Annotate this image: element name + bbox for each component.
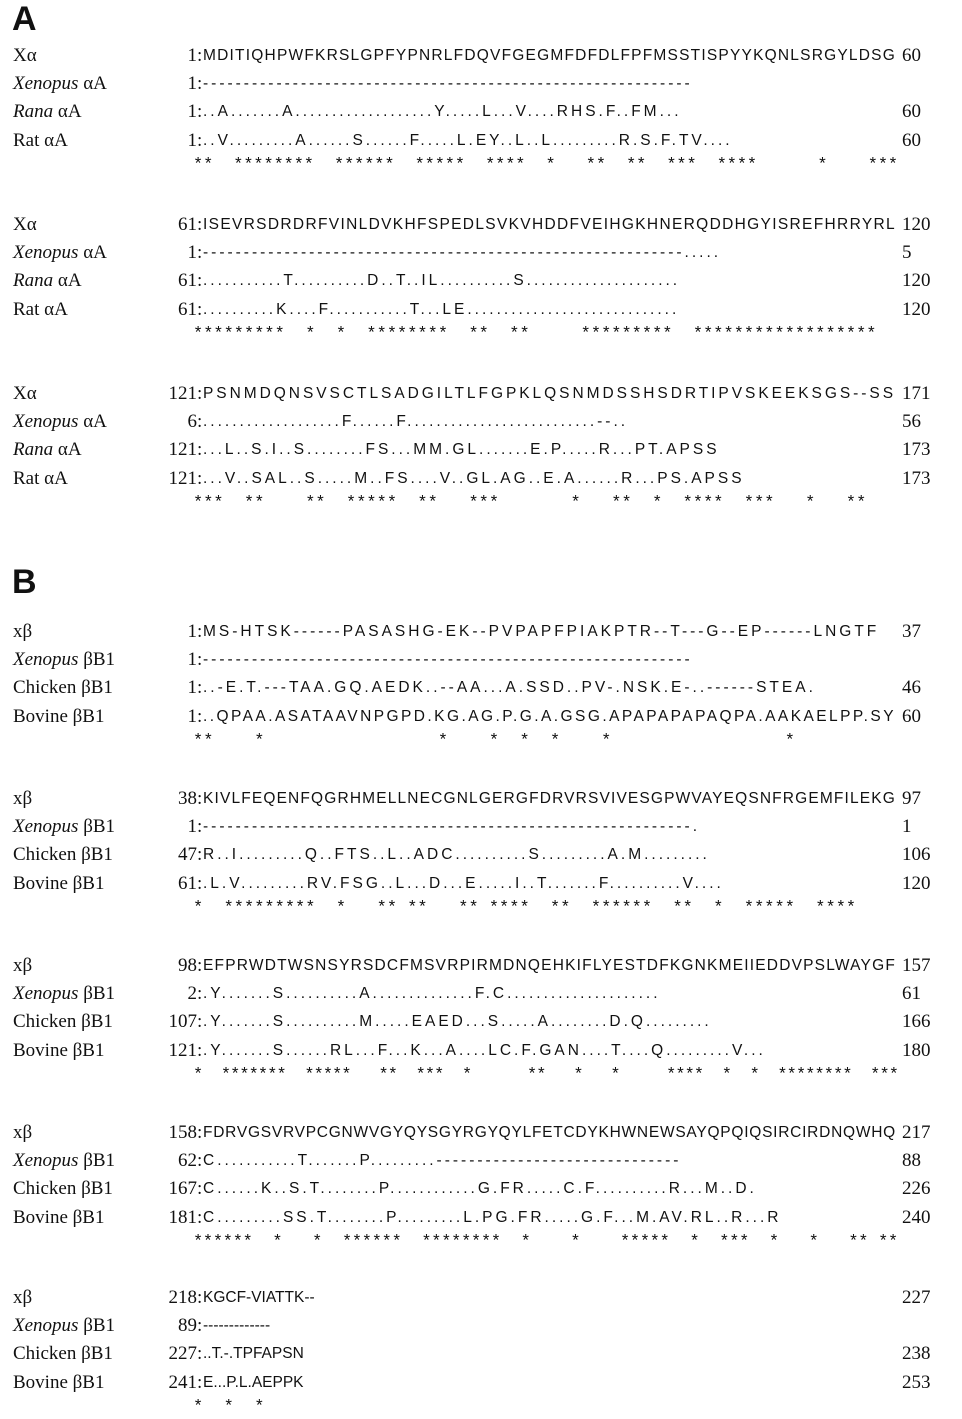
species-name bbox=[13, 410, 107, 434]
position-colon: : bbox=[197, 872, 203, 894]
conservation-stars: * ******* ***** ** *** * ** * * **** * * ******** *** bbox=[193, 1065, 898, 1085]
sequence-text: ISEVRSDRDRFVINLDVKHFSPEDLSVKVHDDFVEIHGKHNERQDDHGYISREFHRRYRL bbox=[203, 216, 896, 233]
species-genus: Rana bbox=[13, 439, 54, 461]
species-name-text: Bovine βB1 bbox=[13, 705, 105, 727]
end-position: 240 bbox=[902, 1206, 931, 1228]
conservation-stars: * ********* * ** ** ** **** ** ****** ** * ***** **** bbox=[193, 898, 857, 918]
species-genus: Rana bbox=[13, 270, 54, 292]
species-name bbox=[13, 241, 107, 265]
species-name bbox=[13, 382, 37, 406]
position-colon: : bbox=[197, 983, 203, 1005]
start-position: 121 bbox=[168, 383, 197, 404]
end-position: 1 bbox=[902, 816, 912, 838]
panel-label-a: A bbox=[12, 0, 37, 38]
species-name bbox=[13, 269, 82, 293]
alignment-row bbox=[0, 438, 962, 462]
position-colon: : bbox=[197, 677, 203, 699]
position-colon: : bbox=[197, 411, 203, 433]
sequence-text: ..T.-.TPFAPSN bbox=[203, 1345, 304, 1363]
species-name bbox=[13, 129, 68, 153]
sequence-text: C...........T.......P.........------------------------------ bbox=[203, 1152, 682, 1170]
alignment-row bbox=[0, 787, 962, 811]
end-position: 37 bbox=[902, 621, 921, 642]
position-colon: : bbox=[197, 1150, 203, 1172]
protein-name: βB1 bbox=[78, 1150, 116, 1172]
end-position: 166 bbox=[902, 1011, 931, 1033]
end-position: 253 bbox=[902, 1371, 931, 1393]
sequence-text: .L.V.........RV.FSG..L...D...E.....I..T.......F..........V.... bbox=[203, 874, 724, 892]
species-name bbox=[13, 620, 32, 644]
protein-name: βB1 bbox=[78, 1315, 116, 1337]
alignment-row bbox=[0, 1314, 962, 1338]
sequence-text: PSNMDQNSVSCTLSADGILTLFGPKLQSNMDSSHSDRTIPVSKEEKSGS--SS bbox=[203, 385, 896, 402]
sequence-text: ..QPAA.ASATAAVNPGPD.KG.AG.P.G.A.GSG.APAPAPAPAQPA.AAKAELPP.SY bbox=[203, 707, 896, 725]
species-genus: Xenopus bbox=[13, 1315, 79, 1337]
sequence-text: ..A.......A...................Y.....L...V....RHS.F..FM... bbox=[203, 103, 682, 121]
species-name-text: Rat αA bbox=[13, 129, 68, 151]
protein-name: αA bbox=[53, 439, 82, 461]
conservation-stars: *** ** ** ***** ** *** * ** * **** *** * ** bbox=[193, 493, 867, 513]
alignment-row bbox=[0, 648, 962, 672]
alignment-row bbox=[0, 410, 962, 434]
end-position: 88 bbox=[902, 1150, 921, 1172]
sequence-text: ...L..S.I..S........FS...MM.GL.......E.P.....R...PT.APSS bbox=[203, 441, 720, 459]
end-position: 120 bbox=[902, 270, 931, 292]
protein-name: αA bbox=[53, 101, 82, 123]
position-colon: : bbox=[197, 270, 203, 292]
sequence-text: MS-HTSK------PASASHG-EK--PVPAPFPIAKPTR--T---G--EP------LNGTF bbox=[203, 623, 880, 640]
position-colon: : bbox=[197, 1343, 203, 1365]
sequence-text: ..-E.T.---TAA.GQ.AEDK..--AA...A.SSD..PV-.NSK.E-..------STEA. bbox=[203, 679, 816, 697]
start-position: 1 bbox=[187, 621, 197, 642]
species-name-text: Chicken βB1 bbox=[13, 1011, 113, 1033]
species-name bbox=[13, 1177, 113, 1201]
conservation-stars: ** ******** ****** ***** **** * ** ** *** **** * *** bbox=[193, 155, 898, 175]
end-position: 106 bbox=[902, 844, 931, 866]
species-genus: Xenopus bbox=[13, 816, 79, 838]
sequence-text: C......K..S.T........P............G.FR.....C.F..........R...M..D. bbox=[203, 1180, 757, 1198]
sequence-text: ...................F......F..........................--.. bbox=[203, 413, 629, 431]
species-name-text: xβ bbox=[13, 788, 33, 809]
position-colon: : bbox=[197, 816, 203, 838]
species-name-text: Chicken βB1 bbox=[13, 677, 113, 699]
end-position: 120 bbox=[902, 214, 931, 235]
alignment-row bbox=[0, 1149, 962, 1173]
position-colon: : bbox=[197, 101, 203, 123]
end-position: 97 bbox=[902, 788, 921, 809]
alignment-row bbox=[0, 705, 962, 729]
position-colon: : bbox=[197, 1371, 203, 1393]
protein-name: αA bbox=[78, 411, 107, 433]
species-name bbox=[13, 100, 82, 124]
end-position: 157 bbox=[902, 955, 931, 976]
sequence-text: .Y.......S......RL...F...K...A....LC.F.GAN....T....Q.........V... bbox=[203, 1041, 766, 1059]
alignment-row bbox=[0, 954, 962, 978]
species-name-text: Chicken βB1 bbox=[13, 1343, 113, 1365]
alignment-row bbox=[0, 1286, 962, 1310]
sequence-text: EFPRWDTWSNSYRSDCFMSVRPIRMDNQEHKIFLYESTDFKGNKMEIIEDDVPSLWAYGF bbox=[203, 957, 896, 974]
alignment-row bbox=[0, 72, 962, 96]
panel-label-b: B bbox=[12, 563, 37, 601]
species-name bbox=[13, 705, 104, 729]
alignment-row bbox=[0, 100, 962, 124]
alignment-row bbox=[0, 1177, 962, 1201]
species-genus: Xenopus bbox=[13, 1150, 79, 1172]
species-name-text: Bovine βB1 bbox=[13, 1039, 105, 1061]
conservation-stars: * * * bbox=[193, 1397, 265, 1417]
species-name bbox=[13, 815, 115, 839]
alignment-row bbox=[0, 982, 962, 1006]
start-position: 241 bbox=[168, 1371, 197, 1393]
start-position: 1 bbox=[187, 73, 197, 95]
alignment-row bbox=[0, 1342, 962, 1366]
alignment-row bbox=[0, 382, 962, 406]
sequence-text: -----------------------------------------------------------..... bbox=[203, 244, 722, 262]
end-position: 171 bbox=[902, 383, 931, 404]
species-name bbox=[13, 787, 32, 811]
end-position: 173 bbox=[902, 467, 931, 489]
species-name bbox=[13, 648, 115, 672]
position-colon: : bbox=[197, 467, 203, 489]
position-colon: : bbox=[197, 1287, 203, 1308]
alignment-row bbox=[0, 44, 962, 68]
sequence-text: KIVLFEQENFQGRHMELLNECGNLGERGFDRVRSVIVESGPWVAYEQSNFRGEMFILEKG bbox=[203, 790, 896, 807]
start-position: 1 bbox=[187, 649, 197, 671]
species-name bbox=[13, 872, 104, 896]
sequence-text: FDRVGSVRVPCGNWVGYQYSGYRGYQYLFETCDYKHWNEWSAYQPQIQSIRCIRDNQWHQ bbox=[203, 1124, 896, 1141]
species-name bbox=[13, 438, 82, 462]
position-colon: : bbox=[197, 1178, 203, 1200]
species-name-text: Chicken βB1 bbox=[13, 1178, 113, 1200]
sequence-text: ..V.........A......S......F.....L.EY..L..L.........R.S.F.TV.... bbox=[203, 131, 733, 149]
protein-name: βB1 bbox=[78, 816, 116, 838]
alignment-row bbox=[0, 872, 962, 896]
start-position: 121 bbox=[168, 1039, 197, 1061]
alignment-row bbox=[0, 843, 962, 867]
species-name-text: Rat αA bbox=[13, 298, 68, 320]
species-name-text: Xα bbox=[13, 214, 37, 235]
start-position: 61 bbox=[178, 214, 197, 235]
alignment-row bbox=[0, 467, 962, 491]
species-name bbox=[13, 213, 37, 237]
end-position: 60 bbox=[902, 101, 921, 123]
position-colon: : bbox=[197, 214, 203, 235]
conservation-stars: ********* * * ******** ** ** ********* ****************** bbox=[193, 324, 877, 344]
species-name bbox=[13, 1010, 113, 1034]
sequence-text: KGCF-VIATTK-- bbox=[203, 1289, 315, 1306]
sequence-text: C.........SS.T........P.........L.PG.FR.....G.F...M.AV.RL..R...R bbox=[203, 1208, 782, 1226]
start-position: 158 bbox=[168, 1122, 197, 1143]
start-position: 1 bbox=[187, 242, 197, 264]
sequence-text: .Y.......S..........M.....EAED...S.....A........D.Q......... bbox=[203, 1013, 712, 1031]
protein-name: βB1 bbox=[78, 983, 116, 1005]
alignment-row bbox=[0, 269, 962, 293]
sequence-text: ------------- bbox=[203, 1317, 271, 1335]
end-position: 61 bbox=[902, 983, 921, 1005]
alignment-row bbox=[0, 1206, 962, 1230]
start-position: 107 bbox=[168, 1011, 197, 1033]
start-position: 6 bbox=[187, 411, 197, 433]
alignment-row bbox=[0, 1010, 962, 1034]
end-position: 60 bbox=[902, 129, 921, 151]
start-position: 62 bbox=[178, 1150, 197, 1172]
end-position: 180 bbox=[902, 1039, 931, 1061]
position-colon: : bbox=[197, 844, 203, 866]
alignment-row bbox=[0, 298, 962, 322]
position-colon: : bbox=[197, 1039, 203, 1061]
end-position: 226 bbox=[902, 1178, 931, 1200]
position-colon: : bbox=[197, 788, 203, 809]
sequence-text: ------------------------------------------------------------ bbox=[203, 651, 693, 669]
species-name-text: Xα bbox=[13, 45, 37, 66]
species-name-text: Rat αA bbox=[13, 467, 68, 489]
end-position: 5 bbox=[902, 242, 912, 264]
start-position: 1 bbox=[187, 816, 197, 838]
species-name bbox=[13, 72, 107, 96]
alignment-row bbox=[0, 1039, 962, 1063]
species-genus: Rana bbox=[13, 101, 54, 123]
start-position: 181 bbox=[168, 1206, 197, 1228]
position-colon: : bbox=[197, 649, 203, 671]
species-name bbox=[13, 44, 37, 68]
position-colon: : bbox=[197, 955, 203, 976]
end-position: 56 bbox=[902, 411, 921, 433]
species-name-text: xβ bbox=[13, 955, 33, 976]
position-colon: : bbox=[197, 73, 203, 95]
species-name-text: Xα bbox=[13, 383, 37, 404]
species-name bbox=[13, 467, 68, 491]
position-colon: : bbox=[197, 45, 203, 66]
start-position: 61 bbox=[178, 298, 197, 320]
end-position: 238 bbox=[902, 1343, 931, 1365]
position-colon: : bbox=[197, 705, 203, 727]
start-position: 1 bbox=[187, 705, 197, 727]
alignment-row bbox=[0, 241, 962, 265]
species-name bbox=[13, 1286, 32, 1310]
species-genus: Xenopus bbox=[13, 242, 79, 264]
start-position: 121 bbox=[168, 467, 197, 489]
species-name-text: xβ bbox=[13, 1287, 33, 1308]
species-name bbox=[13, 1039, 104, 1063]
protein-name: βB1 bbox=[78, 649, 116, 671]
species-name-text: Bovine βB1 bbox=[13, 1371, 105, 1393]
position-colon: : bbox=[197, 621, 203, 642]
start-position: 1 bbox=[187, 677, 197, 699]
position-colon: : bbox=[197, 129, 203, 151]
position-colon: : bbox=[197, 1011, 203, 1033]
protein-name: αA bbox=[78, 73, 107, 95]
sequence-text: E...P.L.AEPPK bbox=[203, 1373, 304, 1391]
start-position: 218 bbox=[168, 1287, 197, 1308]
sequence-text: ..........K....F...........T...LE............................. bbox=[203, 300, 680, 318]
start-position: 61 bbox=[178, 270, 197, 292]
start-position: 61 bbox=[178, 872, 197, 894]
species-name bbox=[13, 1314, 115, 1338]
sequence-text: ------------------------------------------------------------. bbox=[203, 818, 701, 836]
species-name bbox=[13, 982, 115, 1006]
alignment-row bbox=[0, 1121, 962, 1145]
species-genus: Xenopus bbox=[13, 983, 79, 1005]
start-position: 89 bbox=[178, 1315, 197, 1337]
alignment-row bbox=[0, 1371, 962, 1395]
species-genus: Xenopus bbox=[13, 73, 79, 95]
protein-name: αA bbox=[78, 242, 107, 264]
end-position: 46 bbox=[902, 677, 921, 699]
species-genus: Xenopus bbox=[13, 649, 79, 671]
protein-name: αA bbox=[53, 270, 82, 292]
position-colon: : bbox=[197, 439, 203, 461]
species-name bbox=[13, 1149, 115, 1173]
start-position: 167 bbox=[168, 1178, 197, 1200]
end-position: 60 bbox=[902, 45, 921, 66]
start-position: 2 bbox=[187, 983, 197, 1005]
alignment-row bbox=[0, 129, 962, 153]
start-position: 121 bbox=[168, 439, 197, 461]
conservation-stars: ****** * * ****** ******** * * ***** * *** * * ** ** bbox=[193, 1232, 898, 1252]
end-position: 227 bbox=[902, 1287, 931, 1308]
species-name-text: xβ bbox=[13, 621, 33, 642]
conservation-stars: ** * * * * * * * bbox=[193, 731, 795, 751]
species-name-text: Chicken βB1 bbox=[13, 844, 113, 866]
sequence-text: ------------------------------------------------------------ bbox=[203, 75, 693, 93]
position-colon: : bbox=[197, 1122, 203, 1143]
species-name bbox=[13, 1206, 104, 1230]
end-position: 217 bbox=[902, 1122, 931, 1143]
alignment-row bbox=[0, 815, 962, 839]
species-name bbox=[13, 843, 113, 867]
alignment-row bbox=[0, 620, 962, 644]
species-name bbox=[13, 1342, 113, 1366]
position-colon: : bbox=[197, 1206, 203, 1228]
start-position: 38 bbox=[178, 788, 197, 809]
alignment-row bbox=[0, 676, 962, 700]
start-position: 1 bbox=[187, 101, 197, 123]
species-name-text: xβ bbox=[13, 1122, 33, 1143]
species-name-text: Bovine βB1 bbox=[13, 872, 105, 894]
start-position: 1 bbox=[187, 45, 197, 66]
species-name bbox=[13, 298, 68, 322]
end-position: 120 bbox=[902, 298, 931, 320]
sequence-text: ...V..SAL..S.....M..FS....V..GL.AG..E.A......R...PS.APSS bbox=[203, 469, 745, 487]
species-name bbox=[13, 954, 32, 978]
position-colon: : bbox=[197, 1315, 203, 1337]
position-colon: : bbox=[197, 383, 203, 404]
position-colon: : bbox=[197, 298, 203, 320]
end-position: 120 bbox=[902, 872, 931, 894]
species-name bbox=[13, 1121, 32, 1145]
sequence-text: .Y.......S..........A..............F.C..................... bbox=[203, 985, 661, 1003]
sequence-text: MDITIQHPWFKRSLGPFYPNRLFDQVFGEGMFDFDLFPFMSSTISPYYKQNLSRGYLDSG bbox=[203, 47, 896, 64]
sequence-text: R..I.........Q..FTS..L..ADC..........S.........A.M......... bbox=[203, 846, 710, 864]
start-position: 227 bbox=[168, 1343, 197, 1365]
species-name bbox=[13, 676, 113, 700]
species-name bbox=[13, 1371, 104, 1395]
sequence-text: ...........T..........D..T..IL..........S..................... bbox=[203, 272, 681, 290]
end-position: 60 bbox=[902, 705, 921, 727]
start-position: 1 bbox=[187, 129, 197, 151]
start-position: 98 bbox=[178, 955, 197, 976]
position-colon: : bbox=[197, 242, 203, 264]
alignment-row bbox=[0, 213, 962, 237]
species-genus: Xenopus bbox=[13, 411, 79, 433]
start-position: 47 bbox=[178, 844, 197, 866]
species-name-text: Bovine βB1 bbox=[13, 1206, 105, 1228]
end-position: 173 bbox=[902, 439, 931, 461]
